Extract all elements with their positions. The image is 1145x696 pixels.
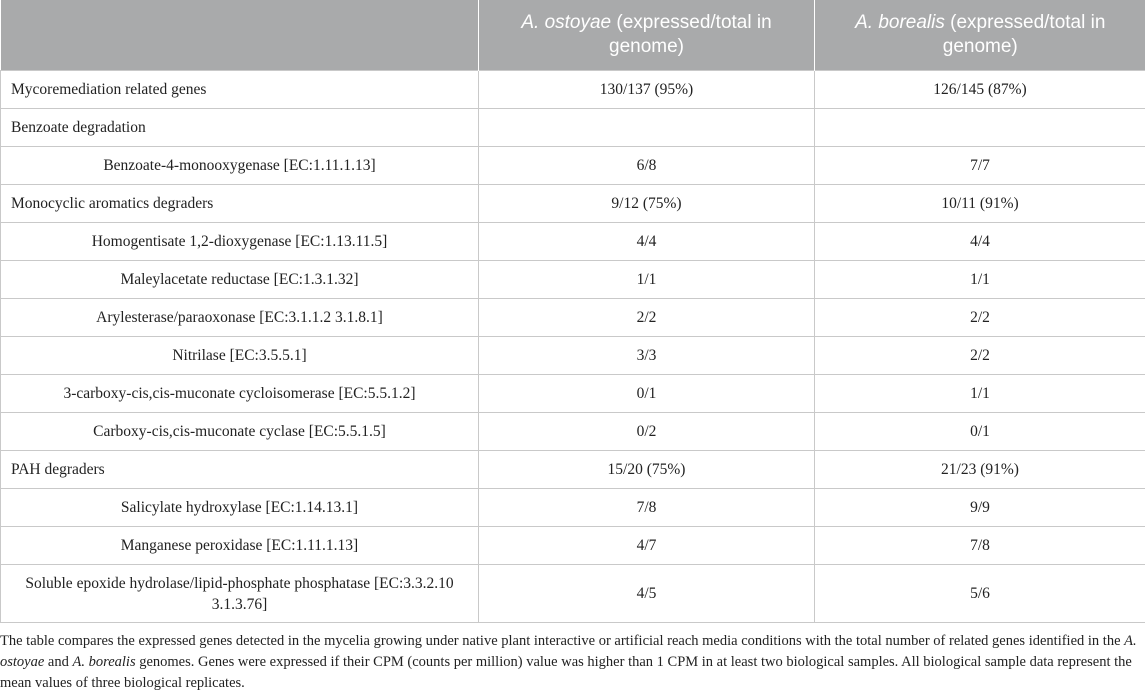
table-row <box>1 147 1145 185</box>
table-row <box>1 109 1145 147</box>
header-borealis-column <box>815 0 1145 71</box>
borealis-value: 10/11 (91%) <box>815 185 1145 223</box>
borealis-value: 9/9 <box>815 489 1145 527</box>
ostoyae-value: 6/8 <box>479 147 815 185</box>
header-ostoyae-suffix: (expressed/total in genome) <box>609 12 772 57</box>
ostoyae-value: 3/3 <box>479 337 815 375</box>
row-label: PAH degraders <box>1 451 479 489</box>
ostoyae-value: 0/1 <box>479 375 815 413</box>
table-row <box>1 71 1145 109</box>
ostoyae-value: 1/1 <box>479 261 815 299</box>
borealis-value: 21/23 (91%) <box>815 451 1145 489</box>
borealis-value <box>815 109 1145 147</box>
table-row <box>1 299 1145 337</box>
ostoyae-value: 4/7 <box>479 527 815 565</box>
table-header <box>1 0 1145 71</box>
table-row <box>1 413 1145 451</box>
table-row <box>1 223 1145 261</box>
row-label: Carboxy-cis,cis-muconate cyclase [EC:5.5.1.5] <box>1 413 479 451</box>
row-label: Homogentisate 1,2-dioxygenase [EC:1.13.11.5] <box>1 223 479 261</box>
borealis-value: 126/145 (87%) <box>815 71 1145 109</box>
ostoyae-value: 4/4 <box>479 223 815 261</box>
footnote-species-ostoyae: A. ostoyae <box>0 633 1137 670</box>
borealis-value: 2/2 <box>815 337 1145 375</box>
header-ostoyae-species: A. ostoyae <box>521 12 612 33</box>
row-label: 3-carboxy-cis,cis-muconate cycloisomerase [EC:5.5.1.2] <box>1 375 479 413</box>
borealis-value: 7/8 <box>815 527 1145 565</box>
table-footnote <box>0 623 1145 694</box>
footnote-species-borealis: A. borealis <box>72 654 136 670</box>
footnote-text-1: The table compares the expressed genes detected in the mycelia growing under native plant interactive or artificial reach media conditions with the total number of related genes identified in the <box>0 633 1125 649</box>
ostoyae-value: 9/12 (75%) <box>479 185 815 223</box>
ostoyae-value: 7/8 <box>479 489 815 527</box>
table-row <box>1 185 1145 223</box>
header-label-column <box>1 0 479 71</box>
ostoyae-value: 15/20 (75%) <box>479 451 815 489</box>
row-label: Benzoate degradation <box>1 109 479 147</box>
table-row <box>1 489 1145 527</box>
header-borealis-suffix: (expressed/total in genome) <box>942 12 1106 57</box>
table-row <box>1 451 1145 489</box>
footnote-text-2: and <box>44 654 73 670</box>
table-row <box>1 375 1145 413</box>
table-row <box>1 337 1145 375</box>
footnote-text-3: genomes. Genes were expressed if their CPM (counts per million) value was higher than 1 CPM in at least two biological samples. All biological sample data represent the mean values of three biological replicates. <box>0 654 1132 691</box>
ostoyae-value: 4/5 <box>479 565 815 623</box>
row-label: Maleylacetate reductase [EC:1.3.1.32] <box>1 261 479 299</box>
row-label: Monocyclic aromatics degraders <box>1 185 479 223</box>
borealis-value: 1/1 <box>815 375 1145 413</box>
table-row <box>1 527 1145 565</box>
row-label: Salicylate hydroxylase [EC:1.14.13.1] <box>1 489 479 527</box>
header-ostoyae-column <box>479 0 815 71</box>
borealis-value: 2/2 <box>815 299 1145 337</box>
borealis-value: 1/1 <box>815 261 1145 299</box>
ostoyae-value: 130/137 (95%) <box>479 71 815 109</box>
row-label: Arylesterase/paraoxonase [EC:3.1.1.2 3.1.8.1] <box>1 299 479 337</box>
ostoyae-value: 2/2 <box>479 299 815 337</box>
row-label: Benzoate-4-monooxygenase [EC:1.11.1.13] <box>1 147 479 185</box>
row-label: Manganese peroxidase [EC:1.11.1.13] <box>1 527 479 565</box>
borealis-value: 7/7 <box>815 147 1145 185</box>
ostoyae-value <box>479 109 815 147</box>
table-body <box>1 71 1145 623</box>
borealis-value: 0/1 <box>815 413 1145 451</box>
header-borealis-species: A. borealis <box>855 12 945 33</box>
borealis-value: 5/6 <box>815 565 1145 623</box>
borealis-value: 4/4 <box>815 223 1145 261</box>
table-row <box>1 565 1145 623</box>
row-label: Mycoremediation related genes <box>1 71 479 109</box>
table-row <box>1 261 1145 299</box>
ostoyae-value: 0/2 <box>479 413 815 451</box>
row-label: Soluble epoxide hydrolase/lipid-phosphate phosphatase [EC:3.3.2.10 3.1.3.76] <box>1 565 479 623</box>
row-label: Nitrilase [EC:3.5.5.1] <box>1 337 479 375</box>
